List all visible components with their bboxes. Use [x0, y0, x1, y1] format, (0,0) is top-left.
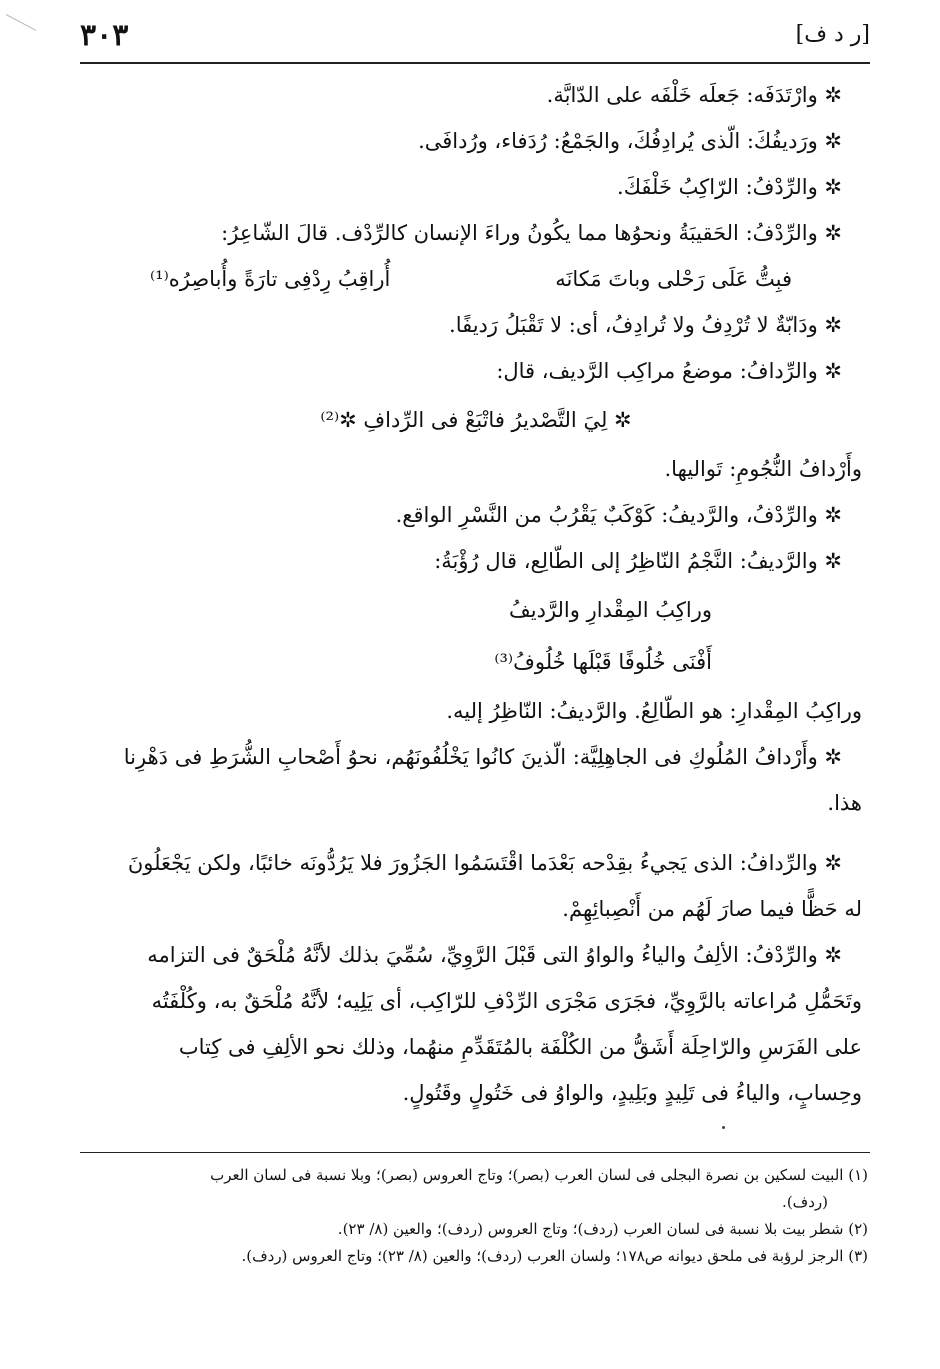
entry-line: ✲ وأَرْدافُ المُلُوكِ فى الجاهِلِيَّة: الّذينَ كانُوا يَخْلُفُونَهُم، نحوُ أَصْحابِ الشُّرَطِ فى دَهْرِنا [123, 745, 842, 769]
entry-line: هذا. [827, 791, 862, 815]
entry-line: ✲ والرِّدافُ: الذى يَجيءُ بقِدْحه بَعْدَما اقْتَسَمُوا الجَزُورَ فلا يَرُدُّونَه خائبًا، ولكن يَجْعَلُونَ [127, 851, 842, 875]
entry-line: له حَظًّا فيما صارَ لَهُم من أَنْصِبائِهِمْ. [562, 897, 862, 921]
entry-line: ✲ ورَديفُكَ: الّذى يُرادِفُكَ، والجَمْعُ: رُدَفاء، ورُدافَى. [418, 129, 842, 153]
footnote-rule [80, 1152, 870, 1153]
entry-line: ✲ والرِّدافُ: موضعُ مراكِب الرَّديف، قال: [496, 359, 842, 383]
scan-corner-mark [6, 14, 36, 31]
footnote-1: (١) البيت لسكين بن نصرة البجلى فى لسان العرب (بصر)؛ وتاج العروس (بصر)؛ وبلا نسبة فى لسان العرب [210, 1166, 868, 1184]
entry-line: ✲ والرِّدْفُ: الرّاكِبُ خَلْفَكَ. [617, 175, 842, 199]
entry-line: ✲ والرِّدْفُ، والرَّديفُ: كَوْكَبٌ يَقْرُبُ من النَّسْرِ الواقع. [395, 503, 842, 527]
entry-line: ✲ والرِّدْفُ: الحَقيبَةُ ونحوُها مما يكُونُ وراءَ الإنسان كالرِّدْف. قالَ الشّاعِرُ: [221, 221, 842, 245]
poetry-verse [90, 256, 862, 302]
entry-line: وراكِبُ المِقْدارِ: هو الطّالِعُ. والرَّديفُ: النّاظِرُ إليه. [446, 699, 862, 723]
footnote-2: (٢) شطر بيت بلا نسبة فى لسان العرب (ردف)؛ وتاج العروس (ردف)؛ والعين (٨/ ٢٣). [337, 1220, 868, 1238]
page-header [80, 18, 870, 58]
entry-line: على الفَرَسِ والرّاحِلَة أَشَقُّ من الكُلْفَة بالمُتَقَدِّمِ منهُما، وذلك نحو الألِفِ فى كِتاب [178, 1035, 862, 1059]
footnotes [96, 1162, 868, 1270]
footnote-1-continued: (ردف). [782, 1193, 828, 1211]
paragraph-gap [90, 826, 862, 840]
entry-line: ✲ ودَابّةٌ لا تُرْدِفُ ولا تُرادِفُ، أى: لا تَقْبَلُ رَديفًا. [449, 313, 842, 337]
root-section-tag: [ر د ف] [795, 22, 870, 47]
footnote-3: (٣) الرجز لرؤبة فى ملحق ديوانه ص١٧٨؛ ولسان العرب (ردف)؛ والعين (٨/ ٢٣)؛ وتاج العروس (ردف). [241, 1247, 868, 1265]
entry-line: ✲ والرِّدْفُ: الألِفُ والياءُ والواوُ التى قَبْلَ الرَّوِيِّ، سُمِّيَ بذلك لأنَّهُ مُلْحَقٌ فى التزامه [147, 943, 842, 967]
header-rule [80, 62, 870, 64]
verse-second-hemistich: أُراقِبُ رِدْفِى تارَةً وأُباصِرُه⁽¹⁾ [150, 267, 391, 291]
poetry-hemistich: ✲ لِيَ التَّصْديرُ فاتْبَعْ فى الرِّدافِ ✲⁽²⁾ [320, 408, 632, 432]
rajaz-line: أَفْنَى خُلُوفًا قَبْلَها خُلُوفُ⁽³⁾ [494, 650, 712, 674]
entry-line: وتَحَمُّلِ مُراعاته بالرَّوِيِّ، فجَرَى مَجْرَى الرِّدْفِ للرّاكِب، أى يَلِيه؛ لأنَّهُ مُلْحَقٌ به، وكُلْفَتُه [151, 989, 862, 1013]
entry-body [90, 72, 862, 1116]
entry-line: وحِسابٍ، والياءُ فى تَلِيدٍ وبَلِيدٍ، والواوُ فى خَتُولٍ وقَتُولٍ. [402, 1081, 862, 1105]
entry-line: ✲ وارْتَدَفَه: جَعلَه خَلْفَه على الدّابَّة. [546, 83, 842, 107]
verse-first-hemistich: فبِتُّ عَلَى رَحْلى وباتَ مَكانَه [555, 267, 792, 291]
stray-dot [722, 1126, 725, 1129]
entry-line: ✲ والرَّديفُ: النَّجْمُ النّاظِرُ إلى الطّالِع، قال رُؤْبَةُ: [434, 549, 842, 573]
page-number: ٣٠٣ [80, 18, 129, 53]
entry-line: وأَرْدافُ النُّجُومِ: تَواليها. [664, 457, 862, 481]
rajaz-line: وراكِبُ المِقْدارِ والرَّديفُ [509, 598, 712, 622]
